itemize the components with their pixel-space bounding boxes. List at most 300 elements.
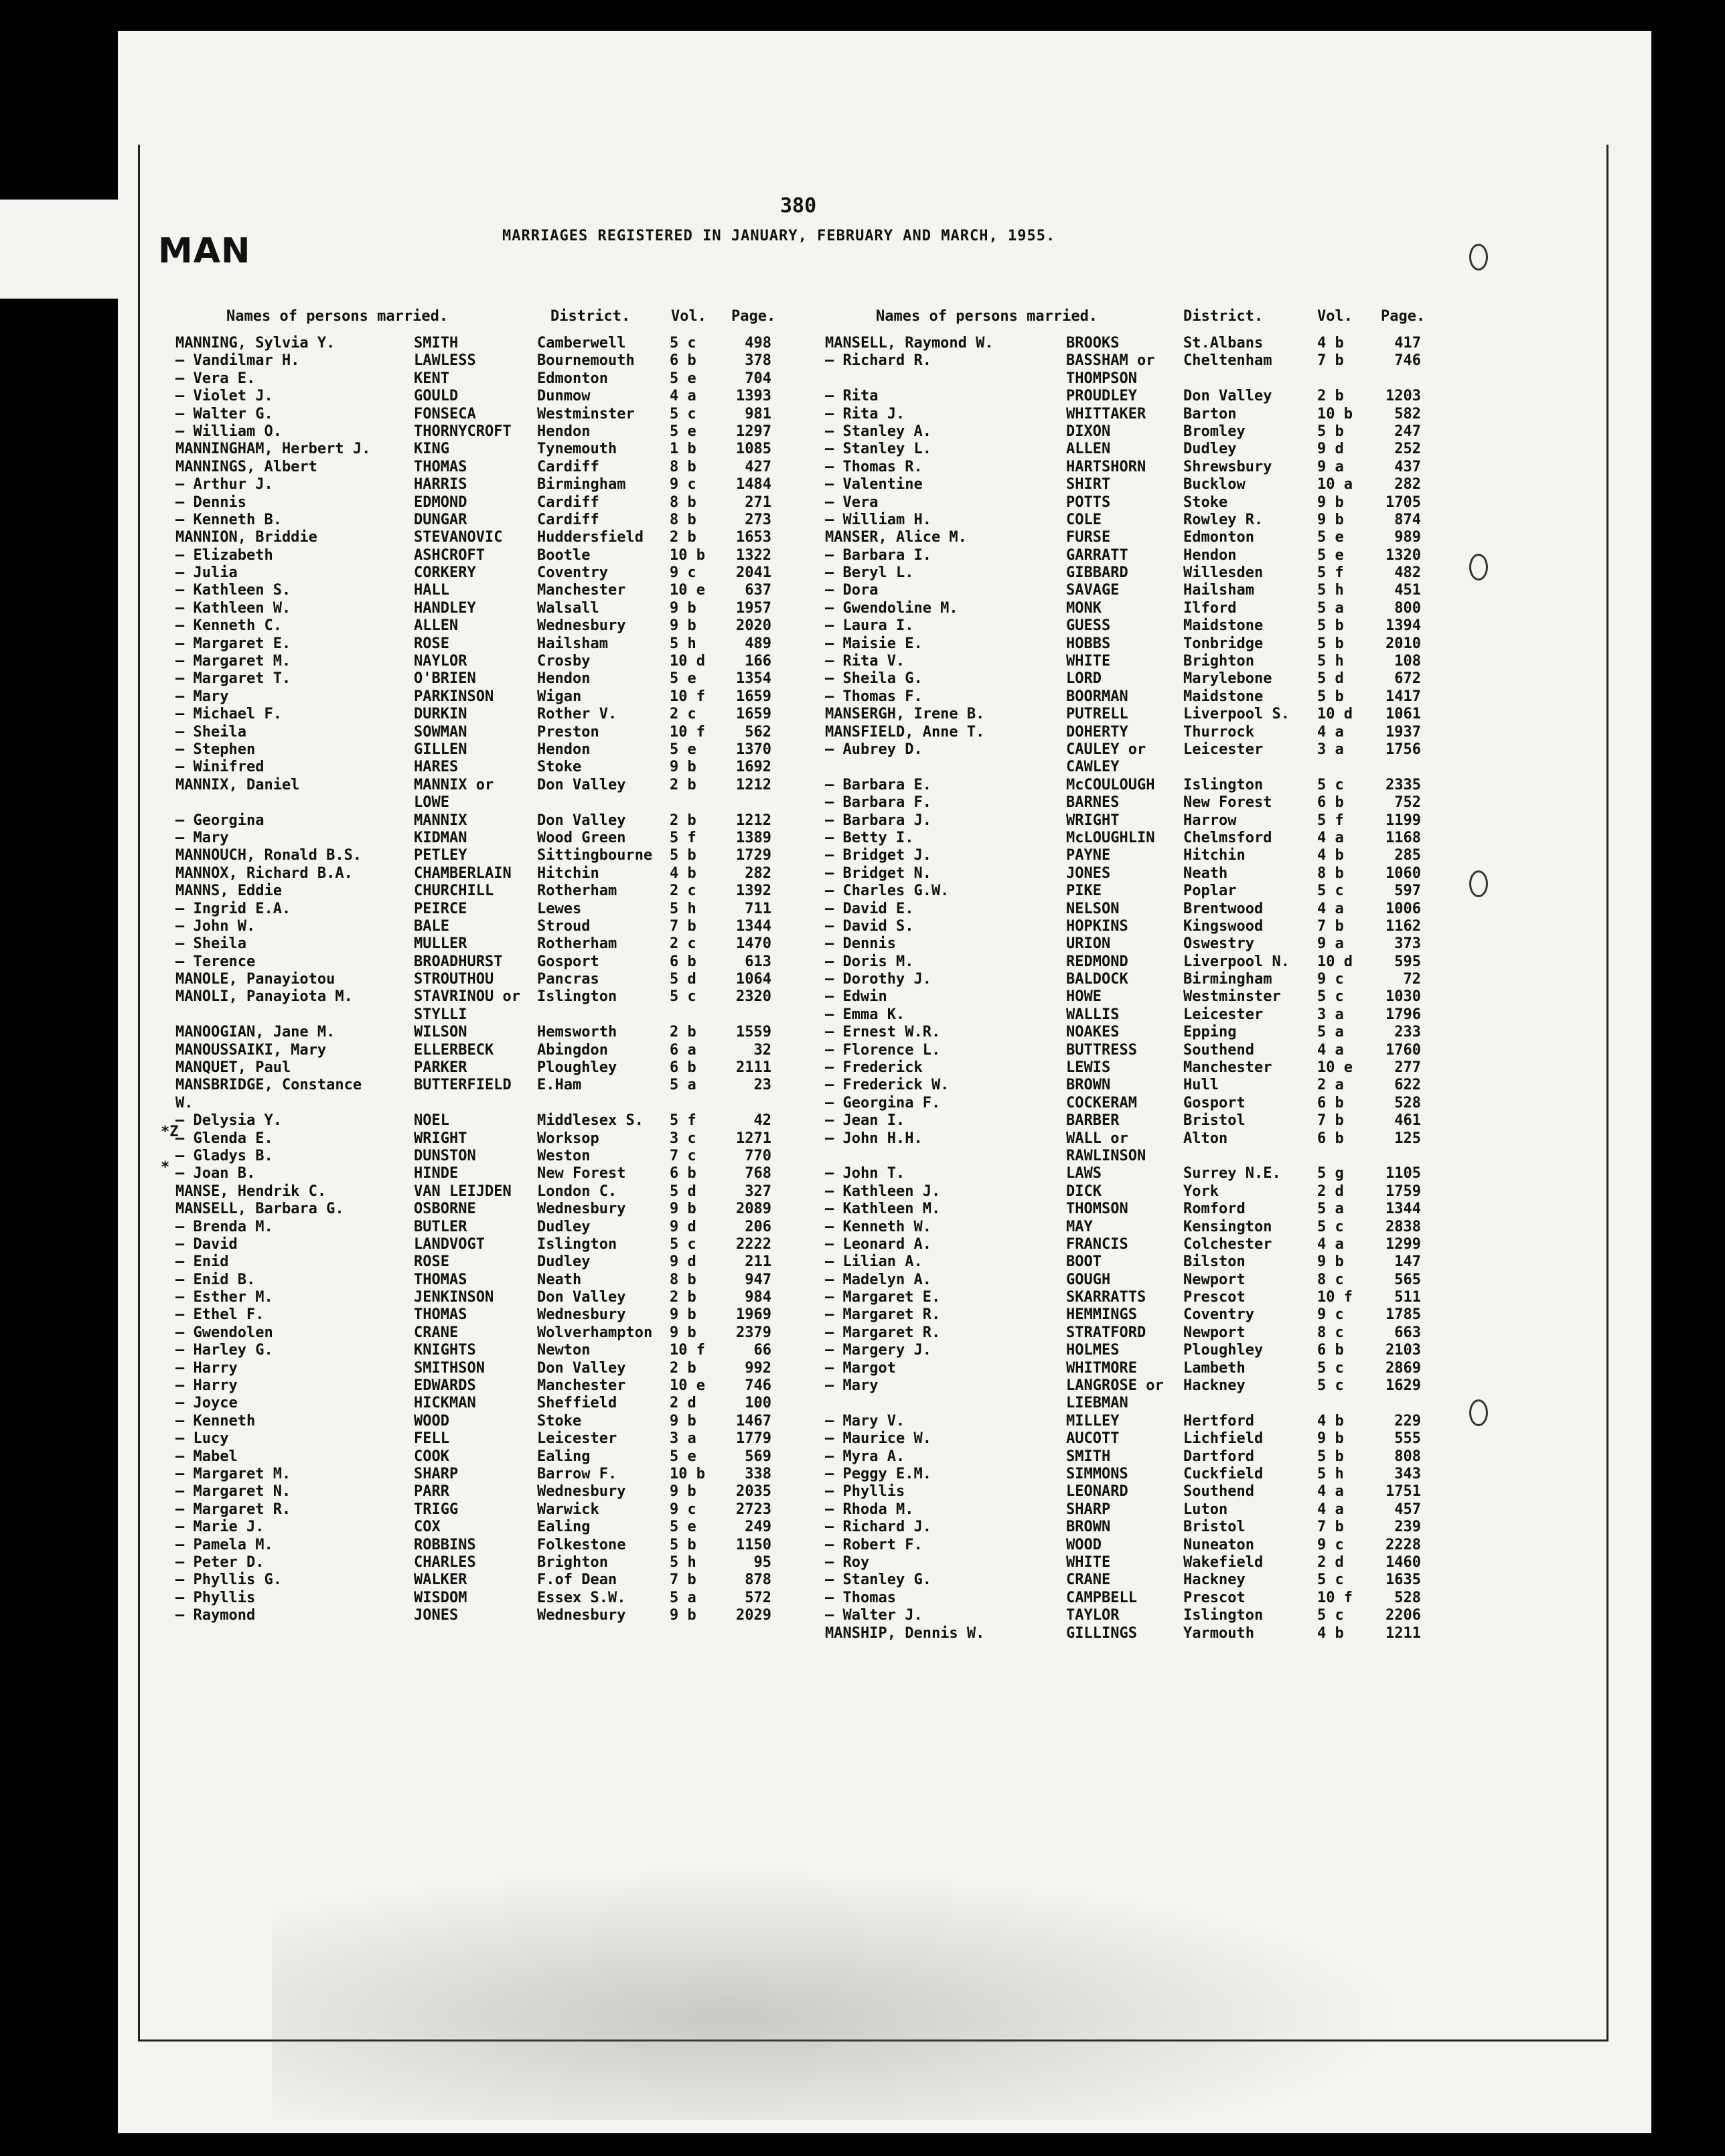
entry-spouse: PROUDLEY <box>1066 388 1137 405</box>
entry-district: Pancras <box>537 971 599 988</box>
entry-district: Abingdon <box>537 1041 608 1059</box>
entry-spouse: CAWLEY <box>1066 759 1120 776</box>
entry-spouse: KING <box>414 441 449 458</box>
entry-district: Ploughley <box>537 1059 617 1077</box>
entry-vol: 6 b <box>670 953 696 970</box>
entry-district: New Forest <box>537 1165 626 1182</box>
entry-district: Cuckfield <box>1183 1466 1264 1482</box>
entry-name: — Thomas F. <box>825 688 923 705</box>
entry-spouse: PEIRCE <box>414 900 467 917</box>
entry-vol: 2 c <box>670 706 696 723</box>
header-names: Names of persons married. <box>876 308 1098 325</box>
entry-vol: 7 b <box>670 1571 696 1589</box>
entry-name: — Robert F. <box>825 1536 923 1553</box>
entry-district: Ealing <box>537 1519 591 1536</box>
entry-spouse: FELL <box>414 1430 449 1448</box>
entry-spouse: WILSON <box>414 1024 467 1041</box>
entry-district: Wakefield <box>1183 1553 1264 1571</box>
entry-vol: 9 a <box>1317 935 1344 953</box>
header-vol: Vol. <box>671 308 706 325</box>
entry-spouse: MONK <box>1066 599 1102 617</box>
margin-mark: * <box>161 1159 170 1176</box>
entry-name: MANSBRIDGE, Constance <box>175 1077 362 1094</box>
entry-spouse: CHAMBERLAIN <box>414 864 512 882</box>
entry-vol: 5 e <box>670 1519 696 1536</box>
entry-district: Ilford <box>1183 599 1237 617</box>
entry-district: Maidstone <box>1183 688 1264 705</box>
entry-vol: 3 a <box>1317 1006 1344 1023</box>
entry-name: — Lucy <box>175 1430 229 1448</box>
entry-district: Don Valley <box>537 812 626 829</box>
entry-page: 1030 <box>1385 988 1421 1006</box>
entry-district: Nuneaton <box>1183 1536 1254 1553</box>
entry-page: 672 <box>1394 670 1421 688</box>
entry-spouse: SHARP <box>414 1466 459 1482</box>
entry-name: W. <box>175 1094 194 1111</box>
entry-spouse: LANDVOGT <box>414 1235 485 1253</box>
entry-vol: 5 c <box>670 405 696 422</box>
entry-vol: 2 b <box>670 1359 696 1377</box>
entry-vol: 5 d <box>1317 670 1344 688</box>
entry-spouse: COCKERAM <box>1066 1094 1137 1111</box>
entry-vol: 8 b <box>670 458 696 475</box>
entry-vol: 4 b <box>1317 847 1344 864</box>
entry-name: — Rita V. <box>825 653 905 670</box>
entry-district: Weston <box>537 1147 591 1164</box>
entry-vol: 5 h <box>670 635 696 652</box>
entry-page: 622 <box>1394 1077 1421 1094</box>
entry-vol: 5 g <box>1317 1165 1344 1182</box>
entry-vol: 5 f <box>670 829 696 846</box>
entry-vol: 2 a <box>1317 1077 1344 1094</box>
entry-page: 947 <box>745 1271 771 1288</box>
entry-spouse: ROSE <box>414 1253 449 1271</box>
entry-vol: 5 b <box>670 1536 696 1553</box>
header-page: Page. <box>731 308 776 325</box>
entry-spouse: FONSECA <box>414 405 476 422</box>
entry-name: — Esther M. <box>175 1289 273 1306</box>
entry-spouse: BASSHAM or <box>1066 352 1155 370</box>
entry-vol: 6 b <box>1317 1130 1344 1147</box>
entry-spouse: GILLEN <box>414 741 467 758</box>
entry-spouse: BALDOCK <box>1066 971 1128 988</box>
header-vol: Vol. <box>1317 308 1353 325</box>
entry-spouse: GILLINGS <box>1066 1624 1137 1642</box>
entry-spouse: NAYLOR <box>414 653 467 670</box>
entry-spouse: STYLLI <box>414 1006 467 1023</box>
entry-page: 562 <box>745 723 771 741</box>
entry-spouse: PARKINSON <box>414 688 494 705</box>
entry-vol: 10 b <box>1317 405 1353 422</box>
entry-district: Dartford <box>1183 1448 1254 1465</box>
entry-page: 2029 <box>736 1607 771 1624</box>
entry-district: Kingswood <box>1183 917 1264 935</box>
entry-district: Poplar <box>1183 882 1237 900</box>
entry-vol: 4 a <box>670 388 696 405</box>
entry-name: MANSERGH, Irene B. <box>825 706 985 723</box>
entry-district: Bournemouth <box>537 352 635 370</box>
entry-name: — Madelyn A. <box>825 1271 931 1288</box>
entry-district: Romford <box>1183 1201 1246 1218</box>
entry-vol: 9 b <box>1317 1430 1344 1448</box>
entry-spouse: O'BRIEN <box>414 670 476 688</box>
entry-district: Surrey N.E. <box>1183 1165 1281 1182</box>
entry-spouse: SMITHSON <box>414 1359 485 1377</box>
entry-name: — Margaret E. <box>175 635 291 652</box>
entry-district: Folkestone <box>537 1536 626 1553</box>
entry-district: Ploughley <box>1183 1342 1264 1359</box>
entry-spouse: CRANE <box>414 1324 459 1341</box>
entry-page: 595 <box>1394 953 1421 970</box>
entry-district: Newton <box>537 1342 591 1359</box>
entry-page: 992 <box>745 1359 771 1377</box>
entry-vol: 9 b <box>670 1412 696 1430</box>
entry-name: MANNINGHAM, Herbert J. <box>175 441 371 458</box>
entry-page: 373 <box>1394 935 1421 953</box>
entry-spouse: CHURCHILL <box>414 882 494 900</box>
entry-name: — Leonard A. <box>825 1235 931 1253</box>
entry-name: — Margaret N. <box>175 1483 291 1500</box>
entry-page: 282 <box>745 864 771 882</box>
entry-page: 770 <box>745 1147 771 1164</box>
entry-spouse: KNIGHTS <box>414 1342 476 1359</box>
entry-page: 1393 <box>736 388 771 405</box>
entry-vol: 9 b <box>670 1201 696 1218</box>
entry-page: 95 <box>753 1553 771 1571</box>
entry-name: — Enid <box>175 1253 229 1271</box>
entry-spouse: BALE <box>414 917 449 935</box>
entry-district: Wednesbury <box>537 1306 626 1324</box>
entry-page: 1629 <box>1385 1377 1421 1395</box>
entry-vol: 4 b <box>670 864 696 882</box>
entry-spouse: BROWN <box>1066 1519 1111 1536</box>
entry-district: Edmonton <box>537 370 608 387</box>
entry-spouse: LOWE <box>414 794 449 812</box>
entry-name: MANOOGIAN, Jane M. <box>175 1024 335 1041</box>
entry-page: 2869 <box>1385 1359 1421 1377</box>
entry-vol: 9 b <box>670 1483 696 1500</box>
entry-district: Wednesbury <box>537 617 626 635</box>
entry-vol: 4 a <box>1317 1041 1344 1059</box>
entry-district: Westminster <box>1183 988 1281 1006</box>
entry-name: — Gwendoline M. <box>825 599 958 617</box>
entry-name: — Mary <box>175 688 229 705</box>
entry-name: — Brenda M. <box>175 1218 273 1235</box>
entry-vol: 5 f <box>1317 564 1344 582</box>
entry-name: — William H. <box>825 511 931 528</box>
entry-page: 2103 <box>1385 1342 1421 1359</box>
entry-page: 2089 <box>736 1201 771 1218</box>
entry-name: — Laura I. <box>825 617 914 635</box>
entry-district: Manchester <box>1183 1059 1272 1077</box>
entry-page: 327 <box>745 1182 771 1200</box>
entry-vol: 5 e <box>670 670 696 688</box>
entry-vol: 2 c <box>670 882 696 900</box>
entry-district: Oswestry <box>1183 935 1254 953</box>
entry-district: Colchester <box>1183 1235 1272 1253</box>
entry-page: 1484 <box>736 476 771 493</box>
entry-page: 427 <box>745 458 771 475</box>
entry-name: — Margaret R. <box>175 1500 291 1518</box>
entry-spouse: BUTLER <box>414 1218 467 1235</box>
entry-spouse: WALL or <box>1066 1130 1128 1147</box>
entry-district: Gosport <box>1183 1094 1246 1111</box>
entry-name: — Peter D. <box>175 1553 265 1571</box>
entry-spouse: SKARRATTS <box>1066 1289 1146 1306</box>
entry-vol: 5 c <box>1317 1359 1344 1377</box>
entry-name: — Mary <box>175 829 229 846</box>
entry-vol: 5 e <box>1317 546 1344 564</box>
entry-name: MANNING, Sylvia Y. <box>175 335 335 352</box>
entry-page: 1320 <box>1385 546 1421 564</box>
entry-district: Wednesbury <box>537 1607 626 1624</box>
entry-page: 663 <box>1394 1324 1421 1341</box>
entry-page: 1271 <box>736 1130 771 1147</box>
entry-vol: 9 d <box>1317 441 1344 458</box>
header-district: District. <box>550 308 631 325</box>
header-district: District. <box>1183 308 1264 325</box>
entry-vol: 9 b <box>1317 1253 1344 1271</box>
entry-vol: 5 c <box>1317 1607 1344 1624</box>
entry-spouse: JONES <box>1066 864 1111 882</box>
entry-page: 498 <box>745 335 771 352</box>
entry-page: 637 <box>745 582 771 599</box>
entry-vol: 4 b <box>1317 1412 1344 1430</box>
entry-spouse: HARTSHORN <box>1066 458 1146 475</box>
entry-name: — Sheila <box>175 723 246 741</box>
entry-page: 1085 <box>736 441 771 458</box>
entry-name: — Maurice W. <box>825 1430 931 1448</box>
entry-vol: 5 d <box>670 1182 696 1200</box>
entry-spouse: DUNSTON <box>414 1147 476 1164</box>
entry-page: 808 <box>1394 1448 1421 1465</box>
entry-vol: 9 c <box>670 564 696 582</box>
entry-district: Luton <box>1183 1500 1228 1518</box>
entry-page: 565 <box>1394 1271 1421 1288</box>
entry-page: 1344 <box>1385 1201 1421 1218</box>
entry-vol: 4 a <box>1317 829 1344 846</box>
entry-page: 282 <box>1394 476 1421 493</box>
entry-district: Camberwell <box>537 335 626 352</box>
entry-name: MANOLE, Panayiotou <box>175 971 335 988</box>
entry-spouse: LEONARD <box>1066 1483 1128 1500</box>
entry-district: E.Ham <box>537 1077 582 1094</box>
entry-name: — Barbara E. <box>825 776 931 793</box>
entry-spouse: CRANE <box>1066 1571 1111 1589</box>
header-names: Names of persons married. <box>226 308 449 325</box>
margin-mark: *Z <box>161 1124 179 1140</box>
entry-spouse: SHARP <box>1066 1500 1111 1518</box>
entry-vol: 2 d <box>670 1395 696 1412</box>
entry-name: — Barbara I. <box>825 546 931 564</box>
entry-spouse: COOK <box>414 1448 449 1465</box>
entry-page: 211 <box>745 1253 771 1271</box>
entry-spouse: NOAKES <box>1066 1024 1120 1041</box>
entry-spouse: SMITH <box>1066 1448 1111 1465</box>
entry-vol: 2 b <box>670 776 696 793</box>
entry-spouse: TAYLOR <box>1066 1607 1120 1624</box>
entry-name: — Kenneth W. <box>825 1218 931 1235</box>
entry-vol: 9 d <box>670 1218 696 1235</box>
entry-page: 1162 <box>1385 917 1421 935</box>
entry-page: 100 <box>745 1395 771 1412</box>
entry-page: 1417 <box>1385 688 1421 705</box>
entry-vol: 5 c <box>1317 1571 1344 1589</box>
entry-page: 1150 <box>736 1536 771 1553</box>
entry-page: 271 <box>745 493 771 511</box>
entry-page: 711 <box>745 900 771 917</box>
entry-vol: 6 b <box>670 1059 696 1077</box>
entry-name: — Gladys B. <box>175 1147 273 1164</box>
entry-name: — Bridget J. <box>825 847 931 864</box>
entry-district: Dudley <box>537 1253 591 1271</box>
entry-vol: 1 b <box>670 441 696 458</box>
entry-vol: 8 b <box>670 1271 696 1288</box>
entry-name: — Lilian A. <box>825 1253 923 1271</box>
entry-vol: 10 f <box>670 1342 705 1359</box>
entry-page: 239 <box>1394 1519 1421 1536</box>
entry-name: — Kathleen S. <box>175 582 291 599</box>
entry-name: — Beryl L. <box>825 564 914 582</box>
entry-vol: 6 b <box>1317 794 1344 812</box>
entry-page: 1559 <box>736 1024 771 1041</box>
entry-spouse: THOMAS <box>414 1306 467 1324</box>
entry-spouse: SOWMAN <box>414 723 467 741</box>
entry-vol: 5 e <box>1317 529 1344 546</box>
entry-name: — Margot <box>825 1359 896 1377</box>
entry-spouse: HEMMINGS <box>1066 1306 1137 1324</box>
entry-spouse: ALLEN <box>1066 441 1111 458</box>
entry-district: Lichfield <box>1183 1430 1264 1448</box>
entry-spouse: ELLERBECK <box>414 1041 494 1059</box>
entry-district: Neath <box>1183 864 1228 882</box>
entry-page: 378 <box>745 352 771 370</box>
entry-spouse: SAVAGE <box>1066 582 1120 599</box>
entry-vol: 10 d <box>1317 953 1353 970</box>
entry-vol: 5 c <box>1317 1218 1344 1235</box>
entry-spouse: CORKERY <box>414 564 476 582</box>
entry-spouse: ASHCROFT <box>414 546 485 564</box>
entry-page: 1006 <box>1385 900 1421 917</box>
entry-district: Bootle <box>537 546 591 564</box>
entry-district: Bromley <box>1183 422 1246 440</box>
entry-district: Sittingbourne <box>537 847 653 864</box>
entry-name: — Mabel <box>175 1448 238 1465</box>
entry-spouse: WALKER <box>414 1571 467 1589</box>
entry-district: Stoke <box>537 1412 582 1430</box>
entry-district: Walsall <box>537 599 599 617</box>
entry-vol: 9 c <box>1317 1306 1344 1324</box>
entry-page: 229 <box>1394 1412 1421 1430</box>
entry-spouse: SIMMONS <box>1066 1466 1128 1482</box>
entry-spouse: THOMSON <box>1066 1201 1128 1218</box>
entry-spouse: WISDOM <box>414 1589 467 1606</box>
entry-spouse: GUESS <box>1066 617 1111 635</box>
entry-page: 489 <box>745 635 771 652</box>
entry-vol: 7 b <box>1317 352 1344 370</box>
entry-vol: 8 b <box>1317 864 1344 882</box>
entry-district: Liverpool N. <box>1183 953 1290 970</box>
entry-page: 768 <box>745 1165 771 1182</box>
entry-district: Worksop <box>537 1130 599 1147</box>
entry-page: 2320 <box>736 988 771 1006</box>
entry-district: Rotherham <box>537 935 617 953</box>
entry-name: — Frederick <box>825 1059 923 1077</box>
entry-spouse: CAULEY or <box>1066 741 1146 758</box>
entry-vol: 9 b <box>670 1607 696 1624</box>
entry-name: — Doris M. <box>825 953 914 970</box>
entry-district: Hendon <box>537 670 591 688</box>
entry-name: MANSE, Hendrik C. <box>175 1182 327 1200</box>
entry-name: — Vera <box>825 493 879 511</box>
entry-name: — Dennis <box>825 935 896 953</box>
entry-district: F.of Dean <box>537 1571 617 1589</box>
entry-name: — Ernest W.R. <box>825 1024 941 1041</box>
entry-spouse: STEVANOVIC <box>414 529 503 546</box>
entry-spouse: REDMOND <box>1066 953 1128 970</box>
entry-name: — Kenneth C. <box>175 617 282 635</box>
entry-spouse: HICKMAN <box>414 1395 476 1412</box>
entry-district: Islington <box>1183 1607 1264 1624</box>
entry-vol: 9 b <box>1317 493 1344 511</box>
entry-name: — Julia <box>175 564 238 582</box>
entry-page: 338 <box>745 1466 771 1482</box>
entry-district: Leicester <box>1183 741 1264 758</box>
entry-page: 878 <box>745 1571 771 1589</box>
entry-page: 746 <box>745 1377 771 1395</box>
entry-district: Hackney <box>1183 1571 1246 1589</box>
entry-vol: 5 a <box>670 1077 696 1094</box>
entry-district: Birmingham <box>1183 971 1272 988</box>
entry-page: 1969 <box>736 1306 771 1324</box>
entry-district: New Forest <box>1183 794 1272 812</box>
entry-spouse: EDMOND <box>414 493 467 511</box>
entry-page: 23 <box>753 1077 771 1094</box>
entry-spouse: LORD <box>1066 670 1102 688</box>
entry-page: 2010 <box>1385 635 1421 652</box>
entry-district: St.Albans <box>1183 335 1264 352</box>
entry-page: 42 <box>753 1112 771 1130</box>
entry-name: — Marie J. <box>175 1519 265 1536</box>
entry-page: 2222 <box>736 1235 771 1253</box>
entry-spouse: HALL <box>414 582 449 599</box>
entry-name: — Stanley L. <box>825 441 931 458</box>
entry-name: MANNINGS, Albert <box>175 458 317 475</box>
entry-district: Brighton <box>537 1553 608 1571</box>
entry-spouse: AUCOTT <box>1066 1430 1120 1448</box>
entry-spouse: STRATFORD <box>1066 1324 1146 1341</box>
entry-name: MANOUSSAIKI, Mary <box>175 1041 327 1059</box>
entry-spouse: COX <box>414 1519 441 1536</box>
entry-page: 800 <box>1394 599 1421 617</box>
entry-district: York <box>1183 1182 1219 1200</box>
entry-district: Alton <box>1183 1130 1228 1147</box>
entry-page: 247 <box>1394 422 1421 440</box>
entry-name: — David <box>175 1235 238 1253</box>
entry-spouse: LANGROSE or <box>1066 1377 1164 1395</box>
entry-district: Coventry <box>537 564 608 582</box>
entry-spouse: GOULD <box>414 388 459 405</box>
entry-page: 252 <box>1394 441 1421 458</box>
entry-vol: 10 e <box>1317 1059 1353 1077</box>
entry-vol: 10 d <box>1317 706 1353 723</box>
entry-district: Lambeth <box>1183 1359 1246 1377</box>
entry-page: 1467 <box>736 1412 771 1430</box>
entry-spouse: HOLMES <box>1066 1342 1120 1359</box>
entry-name: — Peggy E.M. <box>825 1466 931 1482</box>
entry-spouse: PIKE <box>1066 882 1102 900</box>
entry-spouse: HOBBS <box>1066 635 1111 652</box>
